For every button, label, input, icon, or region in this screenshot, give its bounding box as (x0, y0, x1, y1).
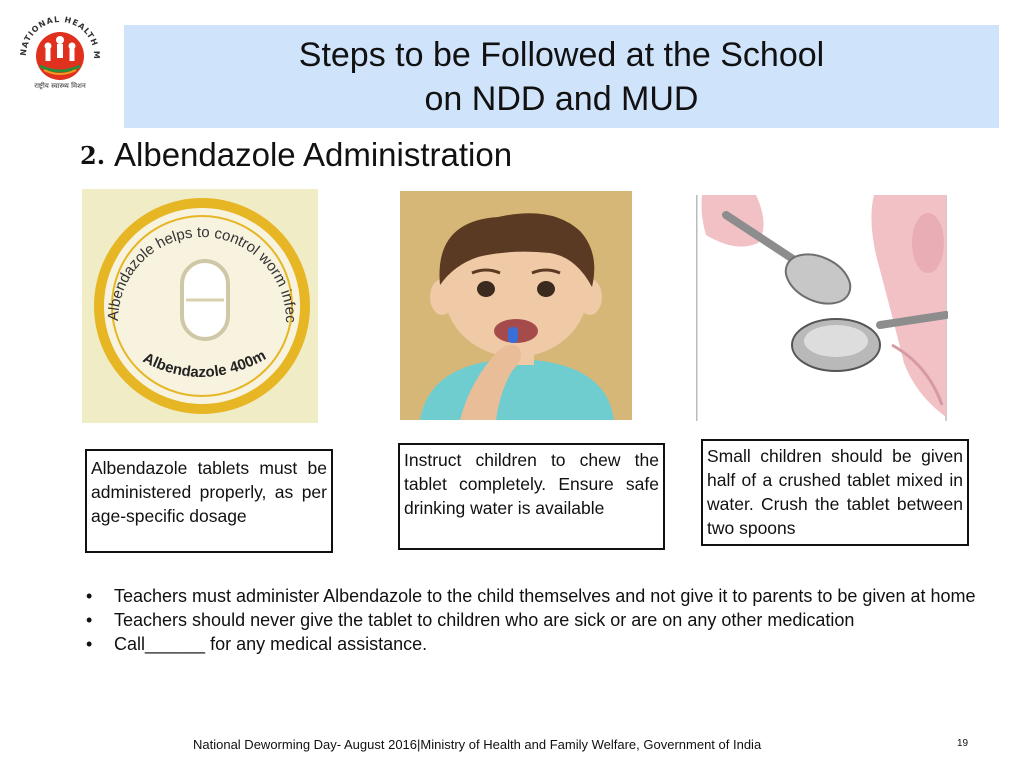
footer-text: National Deworming Day- August 2016|Ministry of Health and Family Welfare, Government of India (193, 737, 762, 752)
bullet-text: Teachers must administer Albendazole to the child themselves and not give it to parents to be given at home (114, 586, 976, 606)
section-title: Albendazole Administration (114, 136, 513, 173)
logo-arc-text: NATIONAL HEALTH M (18, 14, 102, 60)
bullet-text: Teachers should never give the tablet to children who are sick or are on any other medication (114, 610, 855, 630)
bullet-marker: • (86, 586, 93, 606)
list-item (86, 632, 976, 656)
list-item (86, 608, 976, 632)
caption-box-dosage: Albendazole tablets must be administered properly, as per age-specific dosage (85, 449, 333, 553)
title-banner (124, 25, 999, 128)
bullet-text: Call______ for any medical assistance. (114, 634, 428, 654)
caption-box-chew: Instruct children to chew the tablet completely. Ensure safe drinking water is available (398, 443, 665, 550)
section-number: 2. (80, 141, 106, 170)
badge-arc-text: Albendazole helps to control worm infec (104, 223, 300, 323)
caption-box-crush: Small children should be given half of a crushed tablet mixed in water. Crush the tablet between two spoons (701, 439, 969, 546)
bullet-marker: • (86, 610, 93, 630)
child-shirt (420, 359, 614, 420)
page-number: 19 (957, 738, 969, 749)
list-item (86, 584, 976, 608)
albendazole-tablet-illustration (82, 189, 318, 423)
child-chewing-tablet-illustration (400, 191, 632, 420)
instructions-list (86, 584, 976, 656)
page-title (124, 33, 999, 121)
tablet-pill-icon (508, 327, 518, 343)
page-title-line-1: Steps to be Followed at the School (298, 36, 825, 74)
badge-label: Albendazole 400m (140, 346, 269, 382)
logo-tagline: राष्ट्रीय स्वास्थ्य मिशन (34, 82, 86, 90)
nhm-logo (14, 8, 106, 92)
crushing-tablet-spoons-illustration (696, 195, 948, 421)
page-title-line-2: on NDD and MUD (424, 80, 699, 118)
bullet-marker: • (86, 634, 93, 654)
